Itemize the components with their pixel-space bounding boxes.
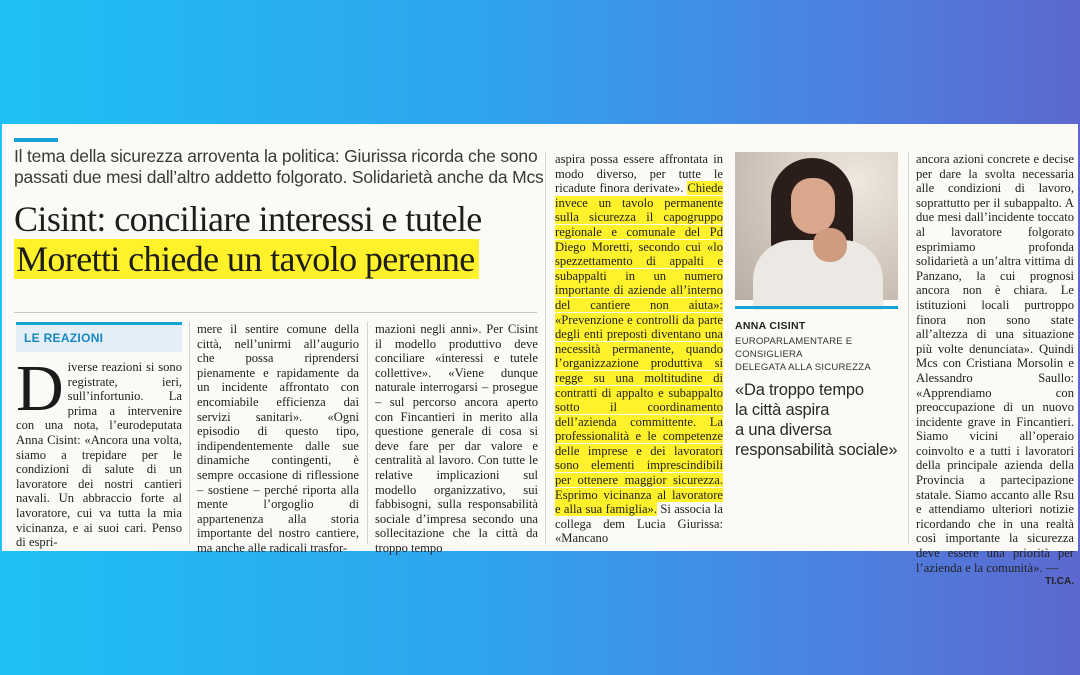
column-1-text: iverse reazioni si sono registrate, ieri, sull’infortunio. La prima a intervenire con una nota, l’eurodeputata Anna Cisint: «Ancora una volta, siamo a trepidare per le condizioni di salute di un lavoratore dei nostri cantieri navali. Un abbraccio forte al lavoratore, cui va tutta la mia vicinanza, e ai suoi cari. Penso di espri- — [16, 360, 182, 550]
column-divider — [367, 322, 368, 544]
column-divider — [189, 322, 190, 544]
photo-caption-role: EUROPARLAMENTARE E CONSIGLIERA DELEGATA ALLA SICUREZZA — [735, 336, 871, 373]
section-label: LE REAZIONI — [16, 322, 182, 352]
newspaper-clipping — [2, 124, 1078, 588]
column-4-highlight: Chiede invece un tavolo permanente sulla sicurezza il capogruppo regionale e comunale del Pd Diego Moretti, secondo cui «lo spezzettamento di appalti e subappalti in un numero importante di aziende all’interno del cantiere non aiuta»: «Prevenzione e controlli da parte degli enti preposti diventano una necessità permanente, quando l’organizzazione produttiva si regge su una moltitudine di contratti di appalto e subappalto sotto il coordinamento dell’azienda committente. La professionalità e le competenze delle imprese e dei lavoratori sono elementi imprescindibili per ottenere maggior sicurezza. Esprimo vicinanza al lavoratore e alla sua famiglia». — [555, 181, 724, 517]
article-kicker: Il tema della sicurezza arroventa la politica: Giurissa ricorda che sono passati due mesi dall’altro addetto folgorato. Solidarietà anche da Mcs — [14, 146, 544, 187]
accent-bar — [14, 138, 58, 142]
headline-primary-text: Cisint: conciliare interessi e tutele — [14, 199, 482, 239]
author-signature: TI.CA. — [1045, 576, 1074, 588]
article-column-2 — [197, 322, 359, 555]
pull-quote: «Da troppo tempo la città aspira a una diversa responsabilità sociale» — [735, 381, 898, 459]
drop-cap: D — [16, 352, 64, 425]
article-column-3 — [375, 322, 538, 555]
portrait-photo — [735, 152, 898, 300]
headline-rule — [14, 312, 537, 313]
column-3-text: mazioni negli anni». Per Cisint il modello produttivo deve conciliare «interessi e tutele collettive». «Viene dunque naturale interrogarsi – prosegue – sul percorso ancora aperto con Fincantieri in merito alla questione generale di cosa si deve fare per dar valore e centralità al lavoro. Con tutte le relative implicazioni sul modello organizzativo, sui fabbisogni, sulla responsabilità sociale d’impresa secondo una sollecitazione che la città da troppo tempo — [375, 322, 538, 555]
headline-secondary-text: Moretti chiede un tavolo perenne — [14, 239, 479, 279]
column-5-text: ancora azioni concrete e decise per dare la svolta necessaria alle condizioni di lavoro, soprattutto per il subappalto. A due mesi dall’incidente toccato al lavoratore folgorato esprimiamo profonda solidarietà a un’altra vittima di Panzano, la cui prognosi ancora non è chiara. Le istituzioni locali purtroppo finora non sono state all’altezza di una situazione più volte denunciata». Quindi Mcs con Cristiana Morsolin e Alessandro Saullo: «Apprendiamo con preoccupazione di un nuovo incidente grave in Fincantieri. Siamo vicini all’operaio coinvolto e a tutti i lavoratori della principale azienda della Provincia a partecipazione statale. Siamo accanto alle Rsu e attendiamo ulteriori notizie ricordando che in una realtà così importante la sicurezza deve essere una priorità per l’azienda e la comunità». — — [916, 152, 1074, 575]
headline-secondary — [14, 238, 479, 280]
column-4-end: Si associa la collega dem Lucia Giurissa: «Mancano — [555, 502, 723, 546]
article-column-5 — [916, 152, 1074, 588]
column-divider — [908, 152, 909, 544]
article-column-4 — [555, 152, 723, 548]
photo-caption-name: ANNA CISINT — [735, 320, 806, 332]
column-4-intro: aspira possa essere affrontata in modo diverso, per tutte le ricadute finora derivate». — [555, 152, 723, 196]
column-2-text: mere il sentire comune della città, nell’unirmi all’augurio che possa riprendersi pienamente e rapidamente da un incidente affrontato con encomiabile efficienza dai servizi sanitari». «Ogni episodio di questo tipo, indipendentemente dalle sue dinamiche contingenti, è sempre occasione di riflessione – sostiene – perché riporta alla mente l’orgoglio di appartenenza alla storia importante del nostro cantiere, ma anche alle radicali trasfor- — [197, 322, 359, 555]
headline-primary — [14, 198, 482, 240]
caption-accent-bar — [735, 306, 898, 309]
article-column-1 — [16, 352, 182, 550]
column-divider — [545, 152, 546, 544]
